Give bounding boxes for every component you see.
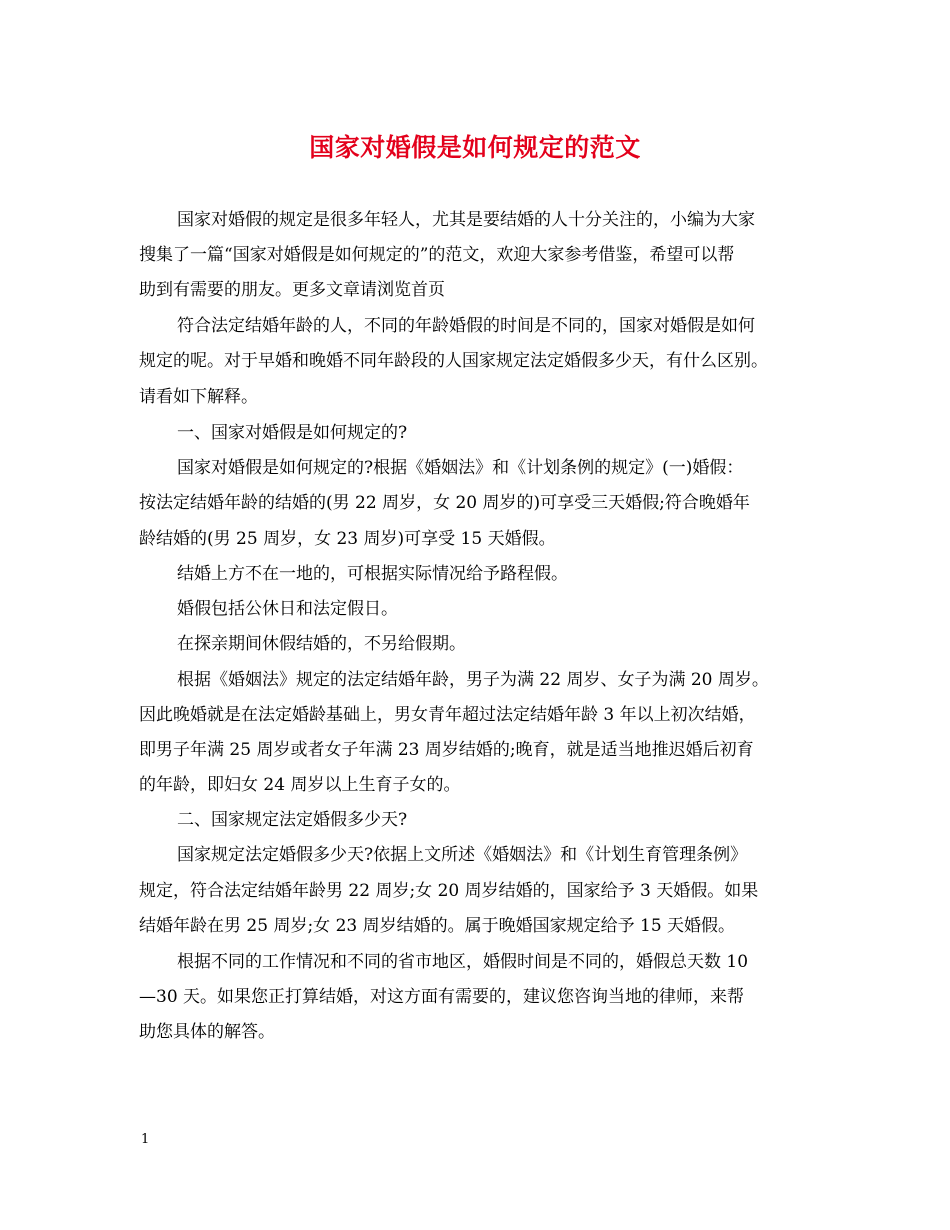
paragraph-7-line-4: 的年龄，即妇女 24 周岁以上生育子女的。 (139, 775, 461, 795)
paragraph-4: 结婚上方不在一地的，可根据实际情况给予路程假。 (177, 564, 568, 584)
page-number: 1 (141, 1132, 150, 1147)
paragraph-3-line-2: 按法定结婚年龄的结婚的(男 22 周岁，女 20 周岁的)可享受三天婚假;符合晚婚年 (139, 493, 750, 513)
paragraph-3-line-1: 国家对婚假是如何规定的?根据《婚姻法》和《计划条例的规定》(一)婚假： (177, 458, 744, 478)
paragraph-9-line-3: 助您具体的解答。 (139, 1022, 275, 1042)
paragraph-2-line-2: 规定的呢。对于早婚和晚婚不同年龄段的人国家规定法定婚假多少天，有什么区别。 (139, 351, 768, 371)
paragraph-3-line-3: 龄结婚的(男 25 周岁，女 23 周岁)可享受 15 天婚假。 (139, 529, 556, 549)
paragraph-7-line-3: 即男子年满 25 周岁或者女子年满 23 周岁结婚的;晚育，就是适当地推迟婚后初育 (139, 740, 754, 760)
paragraph-9-line-1: 根据不同的工作情况和不同的省市地区，婚假时间是不同的，婚假总天数 10 (177, 952, 749, 972)
paragraph-2-line-3: 请看如下解释。 (139, 387, 258, 407)
paragraph-2-line-1: 符合法定结婚年龄的人，不同的年龄婚假的时间是不同的，国家对婚假是如何 (177, 316, 755, 336)
section-heading-2: 二、国家规定法定婚假多少天? (177, 810, 408, 830)
paragraph-1-line-1: 国家对婚假的规定是很多年轻人，尤其是要结婚的人十分关注的，小编为大家 (177, 210, 755, 230)
paragraph-8-line-1: 国家规定法定婚假多少天?依据上文所述《婚姻法》和《计划生育管理条例》 (177, 845, 748, 865)
paragraph-7-line-2: 因此晚婚就是在法定婚龄基础上，男女青年超过法定结婚年龄 3 年以上初次结婚， (139, 705, 756, 725)
paragraph-5: 婚假包括公休日和法定假日。 (177, 599, 398, 619)
paragraph-7-line-1: 根据《婚姻法》规定的法定结婚年龄，男子为满 22 周岁、女子为满 20 周岁。 (177, 670, 769, 690)
paragraph-1-line-2: 搜集了一篇“国家对婚假是如何规定的”的范文，欢迎大家参考借鉴，希望可以帮 (139, 245, 735, 265)
section-heading-1: 一、国家对婚假是如何规定的? (177, 423, 408, 443)
paragraph-1-line-3: 助到有需要的朋友。更多文章请浏览首页 (139, 280, 445, 300)
paragraph-6: 在探亲期间休假结婚的，不另给假期。 (177, 634, 466, 654)
paragraph-8-line-2: 规定，符合法定结婚年龄男 22 周岁;女 20 周岁结婚的，国家给予 3 天婚假。如果 (139, 881, 759, 901)
paragraph-9-line-2: —30 天。如果您正打算结婚，对这方面有需要的，建议您咨询当地的律师，来帮 (139, 987, 745, 1007)
document-title: 国家对婚假是如何规定的范文 (309, 133, 641, 162)
paragraph-8-line-3: 结婚年龄在男 25 周岁;女 23 周岁结婚的。属于晚婚国家规定给予 15 天婚假。 (139, 916, 736, 936)
